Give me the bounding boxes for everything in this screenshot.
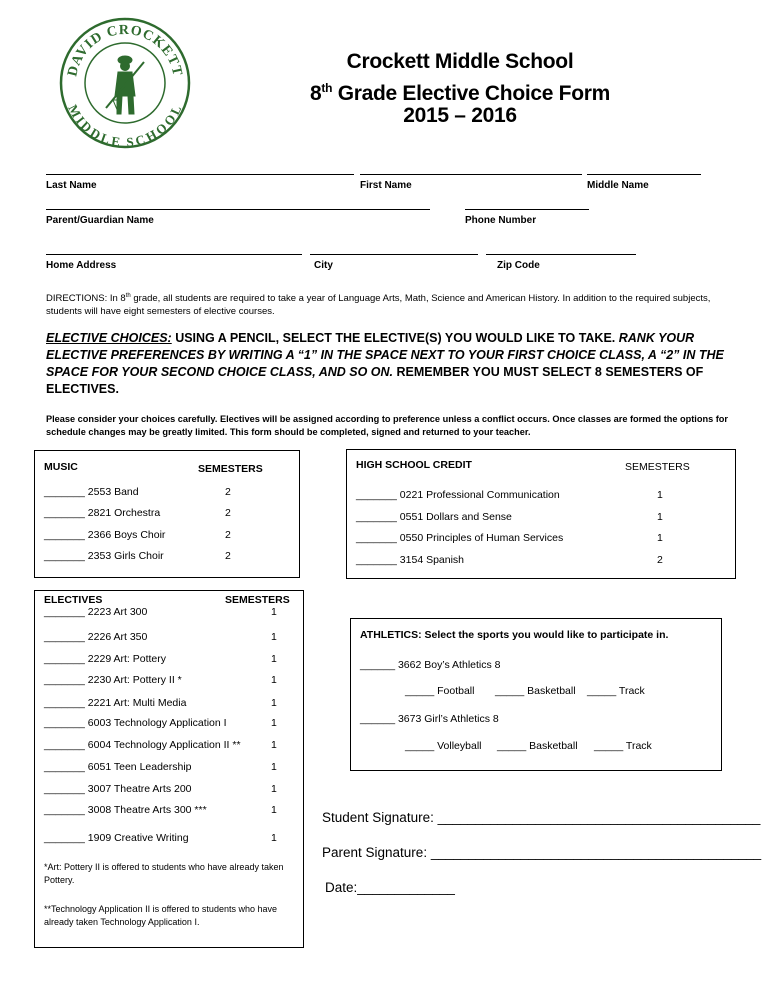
middle-name-label: Middle Name (587, 180, 649, 191)
first-name-field[interactable] (360, 174, 582, 175)
svg-text:DAVID CROCKETT: DAVID CROCKETT (65, 22, 185, 78)
elective-item-semesters: 1 (271, 804, 277, 816)
elective-item-semesters: 1 (271, 832, 277, 844)
elective-item-tech-app-2[interactable]: _______ 6004 Technology Application II ** (44, 739, 241, 751)
home-address-label: Home Address (46, 260, 117, 271)
elective-item-semesters: 1 (271, 631, 277, 643)
elective-item-creative-writing[interactable]: _______ 1909 Creative Writing (44, 832, 189, 844)
hs-credit-item-human-services[interactable]: _______ 0550 Principles of Human Services (356, 532, 564, 544)
hs-credit-item-semesters: 1 (657, 511, 663, 523)
school-name: Crockett Middle School (346, 50, 574, 73)
parent-signature-field[interactable]: Parent Signature: ____________________________________________ (322, 845, 762, 860)
hs-credit-item-semesters: 1 (657, 489, 663, 501)
music-item-semesters: 2 (225, 550, 231, 562)
first-name-label: First Name (360, 180, 412, 191)
school-year: 2015 – 2016 (403, 104, 517, 127)
elective-item-art-pottery[interactable]: _______ 2229 Art: Pottery (44, 653, 167, 665)
consider-note: Please consider your choices carefully. Electives will be assigned according to preference unless a conflict occurs. Once classes are formed the options for schedule changes may be greatly limited. This form should be completed, signed and returned to your teacher. (46, 414, 728, 437)
elective-item-teen-leadership[interactable]: _______ 6051 Teen Leadership (44, 761, 192, 773)
hs-credit-item-professional-communication[interactable]: _______ 0221 Professional Communication (356, 489, 560, 501)
school-seal-logo (58, 16, 192, 150)
athletics-section (350, 618, 722, 771)
city-field[interactable] (310, 254, 478, 255)
electives-semesters-header: SEMESTERS (225, 594, 290, 606)
date-field[interactable]: Date:_____________ (325, 880, 455, 895)
last-name-field[interactable] (46, 174, 354, 175)
directions-text: DIRECTIONS: In 8th grade, all students are required to take a year of Language Arts, Math, Science and American History. In addition to the required subjects, students will have eight semesters of elective courses. (46, 293, 711, 318)
elective-item-art-multi-media[interactable]: _______ 2221 Art: Multi Media (44, 697, 187, 709)
girls-volleyball-option[interactable]: _____ Volleyball (405, 740, 482, 752)
girls-track-option[interactable]: _____ Track (594, 740, 652, 752)
svg-text:MIDDLE SCHOOL: MIDDLE SCHOOL (65, 102, 185, 150)
phone-label: Phone Number (465, 215, 537, 226)
hs-credit-title: HIGH SCHOOL CREDIT (356, 459, 472, 471)
elective-footnote-tech: **Technology Application II is offered to students who have already taken Technology Application I. (44, 904, 277, 927)
hs-credit-item-spanish[interactable]: _______ 3154 Spanish (356, 554, 465, 566)
last-name-label: Last Name (46, 180, 97, 191)
music-semesters-header: SEMESTERS (198, 463, 263, 475)
athletics-boys-item[interactable]: ______ 3662 Boy’s Athletics 8 (360, 659, 501, 671)
elective-item-art-300[interactable]: _______ 2223 Art 300 (44, 606, 148, 618)
hs-credit-item-dollars-and-sense[interactable]: _______ 0551 Dollars and Sense (356, 511, 512, 523)
music-item-orchestra[interactable]: _______ 2821 Orchestra (44, 507, 161, 519)
boys-basketball-option[interactable]: _____ Basketball (495, 685, 576, 697)
student-signature-field[interactable]: Student Signature: ___________________________________________ (322, 810, 761, 825)
boys-football-option[interactable]: _____ Football (405, 685, 475, 697)
form-title: 8th Grade Elective Choice Form (310, 81, 610, 105)
elective-item-semesters: 1 (271, 761, 277, 773)
parent-name-field[interactable] (46, 209, 430, 210)
elective-item-semesters: 1 (271, 783, 277, 795)
elective-item-semesters: 1 (271, 717, 277, 729)
elective-instructions: ELECTIVE CHOICES: USING A PENCIL, SELECT THE ELECTIVE(S) YOU WOULD LIKE TO TAKE. RANK YOUR ELECTIVE PREFERENCES BY WRITING A “1” IN THE SPACE NEXT TO YOUR FIRST CHOICE CLASS, A “2” IN THE SPACE FOR YOUR SECOND CHOICE CLASS, AND SO ON. REMEMBER YOU MUST SELECT 8 SEMESTERS OF ELECTIVES. (46, 331, 724, 396)
elective-item-theatre-200[interactable]: _______ 3007 Theatre Arts 200 (44, 783, 192, 795)
music-title: MUSIC (44, 461, 78, 473)
elective-footnote-pottery: *Art: Pottery II is offered to students who have already taken Pottery. (44, 862, 284, 885)
city-label: City (314, 260, 333, 271)
home-address-field[interactable] (46, 254, 302, 255)
music-item-semesters: 2 (225, 486, 231, 498)
elective-item-semesters: 1 (271, 606, 277, 618)
music-item-semesters: 2 (225, 529, 231, 541)
athletics-title: ATHLETICS: Select the sports you would like to participate in. (360, 629, 669, 641)
hs-credit-semesters-header: SEMESTERS (625, 461, 690, 473)
athletics-girls-item[interactable]: ______ 3673 Girl’s Athletics 8 (360, 713, 499, 725)
music-item-boys-choir[interactable]: _______ 2366 Boys Choir (44, 529, 166, 541)
parent-name-label: Parent/Guardian Name (46, 215, 154, 226)
electives-title: ELECTIVES (44, 594, 103, 606)
elective-item-art-pottery-2[interactable]: _______ 2230 Art: Pottery II * (44, 674, 182, 686)
elective-item-semesters: 1 (271, 674, 277, 686)
zip-code-field[interactable] (486, 254, 636, 255)
elective-item-art-350[interactable]: _______ 2226 Art 350 (44, 631, 148, 643)
elective-item-tech-app-1[interactable]: _______ 6003 Technology Application I (44, 717, 227, 729)
hs-credit-item-semesters: 1 (657, 532, 663, 544)
high-school-credit-section (346, 449, 736, 579)
music-item-band[interactable]: _______ 2553 Band (44, 486, 139, 498)
music-item-semesters: 2 (225, 507, 231, 519)
girls-basketball-option[interactable]: _____ Basketball (497, 740, 578, 752)
elective-item-semesters: 1 (271, 653, 277, 665)
elective-item-semesters: 1 (271, 739, 277, 751)
music-item-girls-choir[interactable]: _______ 2353 Girls Choir (44, 550, 164, 562)
elective-item-semesters: 1 (271, 697, 277, 709)
hs-credit-item-semesters: 2 (657, 554, 663, 566)
middle-name-field[interactable] (587, 174, 701, 175)
electives-section (34, 590, 304, 948)
phone-field[interactable] (465, 209, 589, 210)
elective-item-theatre-300[interactable]: _______ 3008 Theatre Arts 300 *** (44, 804, 207, 816)
music-section (34, 450, 300, 578)
zip-code-label: Zip Code (497, 260, 540, 271)
boys-track-option[interactable]: _____ Track (587, 685, 645, 697)
